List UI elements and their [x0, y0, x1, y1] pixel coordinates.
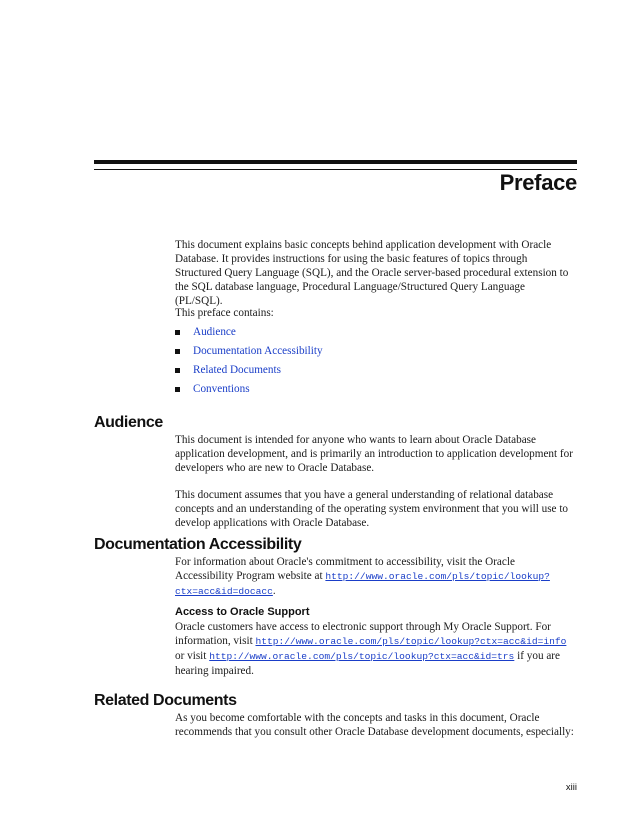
- audience-text-2: This document assumes that you have a general understanding of relational database concepts and an understanding of the operating system environment that you will use to develop applications with Oracle Database.: [175, 489, 569, 529]
- audience-text-1: This document is intended for anyone who wants to learn about Oracle Database application development, and is primarily an introduction to application development for developers who are new to Oracle Database.: [175, 434, 573, 474]
- toc-item-related-documents: [175, 363, 323, 382]
- support-tail: if you are hearing impaired.: [175, 650, 560, 677]
- audience-paragraph-1: [175, 433, 575, 475]
- support-paragraph: [175, 620, 575, 678]
- support-or-visit: or visit: [175, 650, 207, 662]
- support-trs-link[interactable]: http://www.oracle.com/pls/topic/lookup?ctx=acc&id=trs: [209, 651, 515, 662]
- support-info-link[interactable]: http://www.oracle.com/pls/topic/lookup?ctx=acc&id=info: [255, 636, 567, 647]
- accessibility-url-link[interactable]: http://www.oracle.com/pls/topic/lookup?ctx=acc&id=docacc: [175, 571, 550, 597]
- accessibility-end: .: [272, 585, 276, 597]
- audience-paragraph-2: [175, 488, 575, 530]
- section-heading-related-documents: Related Documents: [94, 692, 237, 709]
- accessibility-paragraph: [175, 555, 575, 599]
- header-rule-thick: [94, 160, 577, 164]
- preface-toc-list: [175, 325, 323, 401]
- accessibility-text: [175, 555, 575, 599]
- toc-link-conventions[interactable]: Conventions: [193, 383, 250, 395]
- page-number: xiii: [565, 782, 577, 793]
- bullet-icon: [175, 349, 180, 354]
- toc-link-related-documents[interactable]: Related Documents: [193, 364, 281, 376]
- bullet-icon: [175, 368, 180, 373]
- bullet-icon: [175, 330, 180, 335]
- bullet-icon: [175, 387, 180, 392]
- intro-contains: [175, 306, 575, 320]
- toc-item-conventions: [175, 382, 323, 401]
- intro-paragraph: [175, 238, 575, 308]
- toc-link-accessibility[interactable]: Documentation Accessibility: [193, 345, 323, 357]
- accessibility-lead: For information about Oracle's commitment to accessibility, visit the Oracle Accessibility Program website at: [175, 556, 515, 582]
- intro-contains-text: This preface contains:: [175, 307, 274, 319]
- related-text: As you become comfortable with the concepts and tasks in this document, Oracle recommends that you consult other Oracle Database development documents, especially:: [175, 712, 574, 738]
- toc-link-audience[interactable]: Audience: [193, 326, 236, 338]
- toc-item-audience: [175, 325, 323, 344]
- toc-item-accessibility: [175, 344, 323, 363]
- intro-text: This document explains basic concepts behind application development with Oracle Database. It provides instructions for using the basic features of topics through Structured Query Language (SQL), and the Oracle server-based procedural extension to the SQL database language, Procedural Language/Structured Query Language (PL/SQL).: [175, 239, 569, 307]
- section-heading-audience: Audience: [94, 414, 163, 431]
- support-text: [175, 620, 575, 678]
- related-paragraph: [175, 711, 575, 739]
- chapter-title: Preface: [499, 170, 577, 195]
- section-heading-accessibility: Documentation Accessibility: [94, 536, 302, 553]
- subheading-oracle-support: Access to Oracle Support: [175, 606, 310, 618]
- support-lead: Oracle customers have access to electronic support through My Oracle Support. For information, visit: [175, 621, 551, 647]
